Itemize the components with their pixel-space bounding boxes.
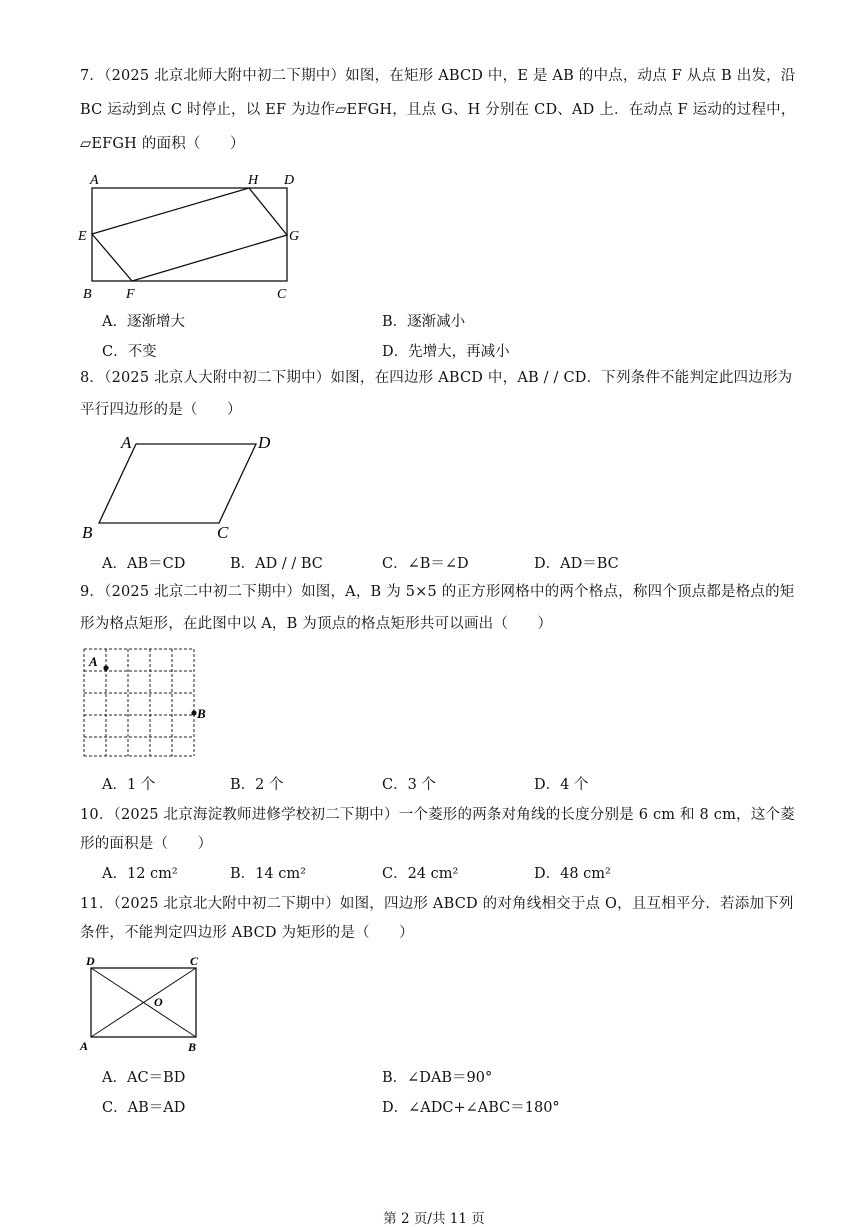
q9-grid-figure — [78, 644, 218, 762]
q7-option-b[interactable]: B．逐渐减小 — [382, 314, 466, 330]
q9-text-line-2: 形为格点矩形，在此图中以 A，B 为顶点的格点矩形共可以画出（ ） — [80, 616, 553, 632]
label-b: B — [82, 523, 93, 542]
q11-option-c[interactable]: C．AB＝AD — [102, 1100, 186, 1116]
q9-option-a[interactable]: A．1 个 — [102, 777, 156, 793]
parallelogram-efgh — [92, 188, 287, 281]
q8-text-line-2: 平行四边形的是（ ） — [80, 402, 242, 418]
label-h: H — [248, 173, 259, 188]
q11-text-line-1: 11．（2025 北京北大附中初二下期中）如图，四边形 ABCD 的对角线相交于点 O，且互相平分．若添加下列 — [80, 896, 794, 912]
rectangle-abcd — [92, 188, 287, 281]
label-b: B — [188, 1040, 197, 1054]
page-number-footer: 第 2 页/共 11 页 — [383, 1211, 485, 1227]
point-a — [103, 665, 108, 670]
label-b: B — [197, 706, 206, 721]
point-b — [191, 710, 196, 715]
q7-option-c[interactable]: C．不变 — [102, 344, 157, 360]
q11-option-a[interactable]: A．AC＝BD — [102, 1070, 186, 1086]
label-d: D — [258, 433, 271, 452]
label-c: C — [190, 954, 199, 968]
label-g: G — [289, 229, 300, 244]
q8-option-d[interactable]: D．AD＝BC — [534, 556, 619, 572]
q8-option-c[interactable]: C．∠B＝∠D — [382, 556, 469, 572]
label-e: E — [78, 229, 87, 244]
label-o: O — [154, 995, 163, 1009]
label-d: D — [86, 954, 95, 968]
q7-option-a[interactable]: A．逐渐增大 — [102, 314, 185, 330]
q7-text-line-2: BC 运动到点 C 时停止，以 EF 为边作▱EFGH，且点 G、H 分别在 CD、AD 上．在动点 F 运动的过程中， — [80, 102, 796, 118]
label-c: C — [217, 523, 229, 542]
q7-option-d[interactable]: D．先增大，再减小 — [382, 344, 510, 360]
q11-rectangle-figure — [78, 952, 210, 1056]
label-b: B — [83, 287, 92, 302]
label-a: A — [90, 173, 99, 188]
q11-option-d[interactable]: D．∠ADC+∠ABC＝180° — [382, 1100, 560, 1116]
q8-option-b[interactable]: B．AD / / BC — [230, 556, 323, 572]
label-c: C — [277, 287, 287, 302]
q7-text-line-1: 7．（2025 北京北师大附中初二下期中）如图，在矩形 ABCD 中，E 是 AB 的中点，动点 F 从点 B 出发，沿 — [80, 68, 796, 84]
q9-option-d[interactable]: D．4 个 — [534, 777, 589, 793]
q10-option-a[interactable]: A．12 cm² — [102, 866, 178, 882]
label-d: D — [284, 173, 295, 188]
q10-option-c[interactable]: C．24 cm² — [382, 866, 459, 882]
q8-parallelogram-figure — [76, 428, 286, 546]
q11-text-line-2: 条件，不能判定四边形 ABCD 为矩形的是（ ） — [80, 925, 414, 941]
label-a: A — [89, 654, 98, 669]
dashed-grid — [84, 649, 194, 756]
q7-text-line-3: ▱EFGH 的面积（ ） — [80, 136, 245, 152]
q10-text-line-2: 形的面积是（ ） — [80, 836, 213, 852]
q10-option-d[interactable]: D．48 cm² — [534, 866, 611, 882]
q8-option-a[interactable]: A．AB＝CD — [102, 556, 186, 572]
label-a: A — [121, 433, 132, 452]
label-f: F — [126, 287, 135, 302]
q10-option-b[interactable]: B．14 cm² — [230, 866, 306, 882]
q9-option-b[interactable]: B．2 个 — [230, 777, 284, 793]
q9-option-c[interactable]: C．3 个 — [382, 777, 436, 793]
q11-option-b[interactable]: B．∠DAB＝90° — [382, 1070, 493, 1086]
parallelogram-abcd — [99, 444, 256, 523]
q10-text-line-1: 10．（2025 北京海淀教师进修学校初二下期中）一个菱形的两条对角线的长度分别是 6 cm 和 8 cm，这个菱 — [80, 807, 795, 823]
q7-rectangle-figure — [74, 168, 314, 308]
label-a: A — [80, 1039, 89, 1053]
q8-text-line-1: 8．（2025 北京人大附中初二下期中）如图，在四边形 ABCD 中，AB / / CD．下列条件不能判定此四边形为 — [80, 370, 793, 386]
q9-text-line-1: 9．（2025 北京二中初二下期中）如图，A，B 为 5×5 的正方形网格中的两个格点，称四个顶点都是格点的矩 — [80, 584, 795, 600]
